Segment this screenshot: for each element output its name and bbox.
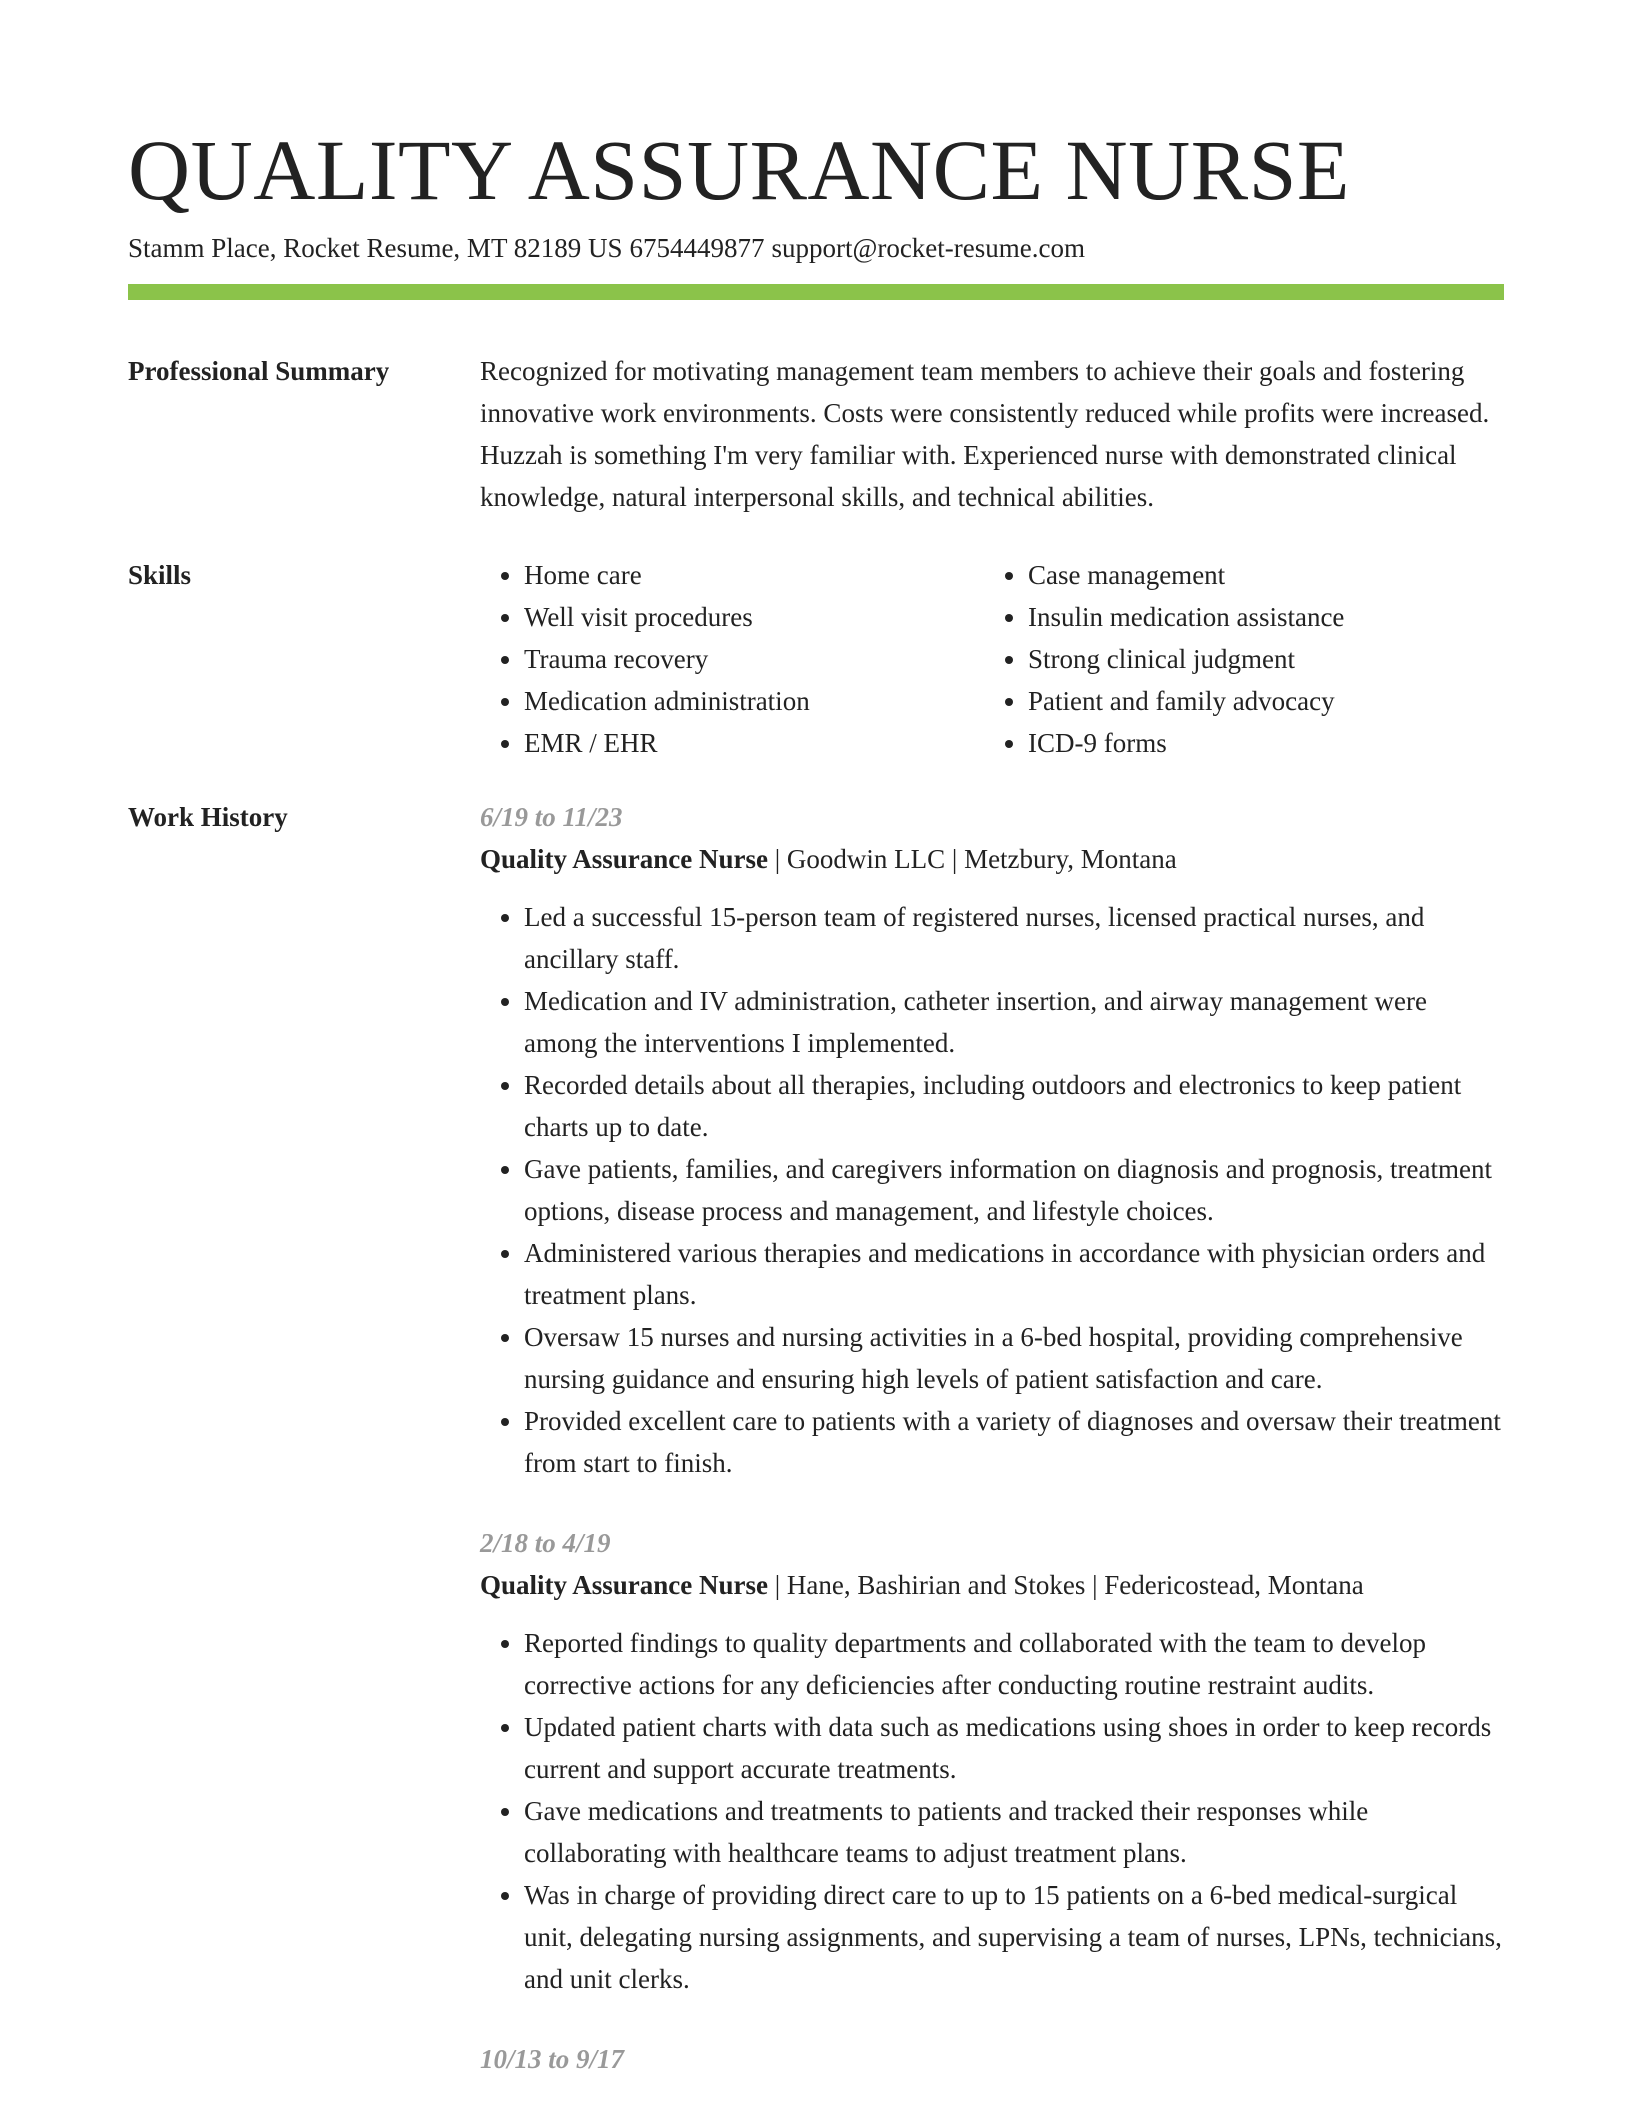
job-bullet: • Medication and IV administration, catheter insertion, and airway management were among the interventions I implemented.: [524, 980, 1504, 1064]
accent-divider: [128, 284, 1504, 300]
job-title: Quality Assurance Nurse: [480, 1570, 769, 1600]
skills-heading: Skills: [128, 560, 192, 590]
job-entry: [480, 1522, 1504, 2000]
work-history-heading: Work History: [128, 802, 288, 832]
work-history-section: [128, 796, 1504, 2080]
skill-item: • Insulin medication assistance: [1028, 596, 1344, 638]
skill-item: • Patient and family advocacy: [1028, 680, 1344, 722]
job-bullet: • Administered various therapies and medications in accordance with physician orders and treatment plans.: [524, 1232, 1504, 1316]
contact-line: [128, 230, 1504, 266]
summary-section: [128, 350, 1504, 518]
job-dates: 10/13 to 9/17: [480, 2044, 625, 2074]
job-bullet: • Gave medications and treatments to patients and tracked their responses while collaborating with healthcare teams to adjust treatment plans.: [524, 1790, 1504, 1874]
job-bullet: • Reported findings to quality departments and collaborated with the team to develop corrective actions for any deficiencies after conducting routine restraint audits.: [524, 1622, 1504, 1706]
job-bullet: • Gave patients, families, and caregivers information on diagnosis and prognosis, treatment options, disease process and management, and lifestyle choices.: [524, 1148, 1504, 1232]
skill-item: • Trauma recovery: [524, 638, 984, 680]
job-bullet: • Provided excellent care to patients with a variety of diagnoses and oversaw their treatment from start to finish.: [524, 1400, 1504, 1484]
job-bullet-list: [480, 896, 1504, 1484]
job-bullet: • Recorded details about all therapies, including outdoors and electronics to keep patient charts up to date.: [524, 1064, 1504, 1148]
job-details: | Hane, Bashirian and Stokes | Federicostead, Montana: [768, 1570, 1364, 1600]
summary-text: Recognized for motivating management team members to achieve their goals and fostering innovative work environments. Costs were consistently reduced while profits were increased. Huzzah is something I'm very familiar with. Experienced nurse with demonstrated clinical knowledge, natural interpersonal skills, and technical abilities.: [480, 356, 1490, 512]
skills-list-left: [480, 554, 984, 764]
job-title: Quality Assurance Nurse: [480, 844, 769, 874]
resume-page: [128, 120, 1504, 2080]
job-heading: [480, 838, 1504, 880]
job-bullet-list: [480, 1622, 1504, 2000]
job-details: | Goodwin LLC | Metzbury, Montana: [768, 844, 1177, 874]
skill-item: • Case management: [1028, 554, 1344, 596]
email: support@rocket-resume.com: [771, 233, 1085, 263]
skill-item: • ICD-9 forms: [1028, 722, 1344, 764]
skills-list-right: [984, 554, 1344, 764]
skill-item: • Strong clinical judgment: [1028, 638, 1344, 680]
skills-section: [128, 554, 1504, 764]
job-bullet: • Oversaw 15 nurses and nursing activities in a 6-bed hospital, providing comprehensive nursing guidance and ensuring high levels of patient satisfaction and care.: [524, 1316, 1504, 1400]
resume-title: QUALITY ASSURANCE NURSE: [128, 122, 1350, 218]
job-entry: [480, 796, 1504, 1484]
phone: 6754449877: [629, 233, 765, 263]
skill-item: • Medication administration: [524, 680, 984, 722]
skill-item: • Well visit procedures: [524, 596, 984, 638]
summary-heading: Professional Summary: [128, 356, 390, 386]
job-entry: [480, 2038, 1504, 2080]
job-heading: [480, 1564, 1504, 1606]
skill-item: • EMR / EHR: [524, 722, 984, 764]
job-dates: 2/18 to 4/19: [480, 1528, 611, 1558]
job-bullet: • Was in charge of providing direct care to up to 15 patients on a 6-bed medical-surgical unit, delegating nursing assignments, and supervising a team of nurses, LPNs, technicians, and unit clerks.: [524, 1874, 1504, 2000]
skill-item: • Home care: [524, 554, 984, 596]
job-bullet: • Led a successful 15-person team of registered nurses, licensed practical nurses, and ancillary staff.: [524, 896, 1504, 980]
job-dates: 6/19 to 11/23: [480, 802, 623, 832]
job-bullet: • Updated patient charts with data such as medications using shoes in order to keep records current and support accurate treatments.: [524, 1706, 1504, 1790]
address: Stamm Place, Rocket Resume, MT 82189 US: [128, 233, 623, 263]
